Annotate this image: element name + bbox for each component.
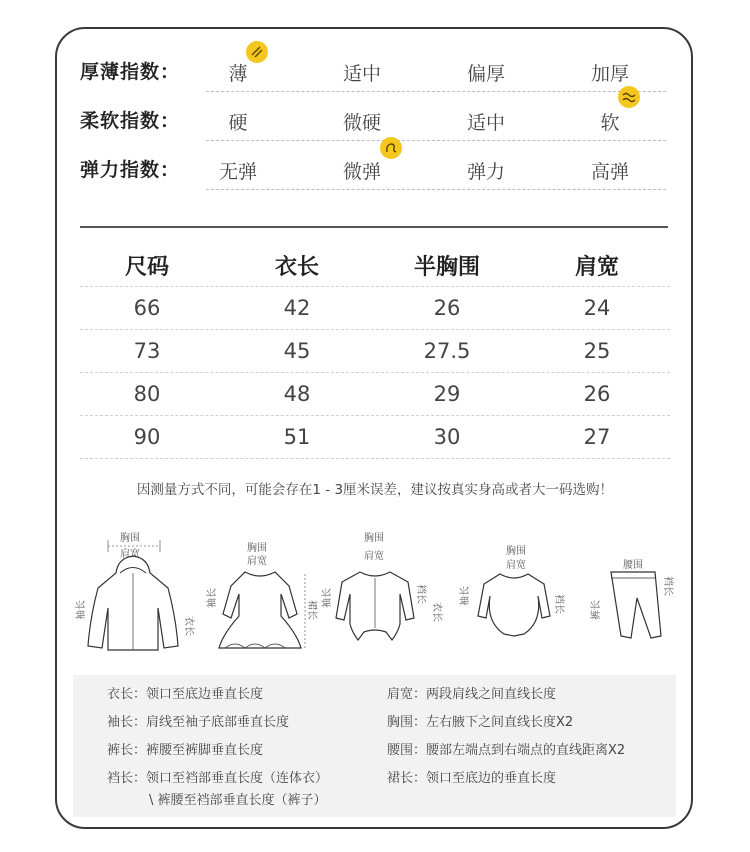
index-option: 适中: [342, 63, 381, 85]
table-cell: 29: [433, 382, 461, 406]
bodysuit-shoulder-label: 肩宽: [506, 560, 526, 571]
table-cell: 42: [283, 296, 311, 320]
table-cell: 80: [133, 382, 161, 406]
dress-chest-label: 胸围: [247, 543, 267, 554]
table-cell: 26: [583, 382, 611, 406]
table-row: [80, 417, 670, 459]
jumpsuit-sleeve-label: 袖长: [322, 588, 333, 608]
table-cell: 25: [583, 339, 611, 363]
jumpsuit-rise-label: 裆长: [415, 584, 426, 604]
dress-sleeve-label: 袖长: [207, 588, 218, 608]
index-option: 高弹: [590, 161, 629, 183]
pants-inseam-label: 裤长: [591, 600, 602, 620]
table-row: [80, 374, 670, 416]
selected-marker-icon: [380, 137, 402, 159]
table-cell: 66: [133, 296, 161, 320]
table-cell: 45: [283, 339, 311, 363]
index-option: 薄: [228, 63, 248, 85]
bodysuit-illustration: [458, 528, 578, 662]
index-option: 无弹: [218, 161, 257, 183]
table-cell: 27: [583, 425, 611, 449]
bodysuit-rise-label: 裆长: [553, 594, 564, 614]
table-cell: 24: [583, 296, 611, 320]
index-label: 柔软指数：: [80, 110, 181, 132]
def-sleeve: 袖长：肩线至袖子底部垂直长度: [107, 715, 290, 730]
index-option: 硬: [228, 112, 248, 134]
table-cell: 51: [283, 425, 311, 449]
selected-marker-icon: [246, 41, 268, 63]
def-rise: 裆长：领口至裆部垂直长度（连体衣）: [107, 771, 329, 786]
jacket-shoulder-label: 肩宽: [120, 549, 140, 560]
dress-illustration: [205, 528, 315, 662]
def-skirt: 裙长：领口至底边的垂直长度: [387, 771, 557, 786]
index-label: 弹力指数：: [80, 159, 181, 181]
index-label: 厚薄指数：: [80, 61, 181, 83]
jacket-sleeve-label: 袖长: [76, 600, 87, 620]
index-option: 弹力: [466, 161, 505, 183]
index-option: 微弹: [342, 161, 381, 183]
index-row: [80, 149, 670, 189]
table-cell: 48: [283, 382, 311, 406]
index-row: [80, 100, 670, 140]
index-dashed-line: [206, 189, 666, 190]
index-option: 加厚: [590, 63, 629, 85]
jacket-length-label: 衣长: [183, 616, 194, 636]
index-dashed-line: [206, 91, 666, 92]
index-option: 适中: [466, 112, 505, 134]
column-header: 半胸围: [413, 255, 480, 280]
dress-skirt-label: 裙长: [306, 600, 317, 620]
pants-rise-label: 裆长: [662, 576, 673, 596]
jumpsuit-length-label: 衣长: [431, 602, 442, 622]
table-row: [80, 331, 670, 373]
definitions-box: [73, 675, 676, 817]
def-shoulder: 肩宽：两段肩线之间直线长度: [387, 687, 557, 702]
def-length: 衣长：领口至底边垂直长度: [107, 687, 264, 702]
def-waist: 腰围：腰部左端点到右端点的直线距离X2: [387, 743, 626, 758]
pants-illustration: [585, 528, 675, 662]
jacket-chest-label: 胸围: [120, 533, 140, 544]
table-cell: 26: [433, 296, 461, 320]
column-header: 肩宽: [574, 255, 619, 280]
table-cell: 73: [133, 339, 161, 363]
index-row: [80, 51, 670, 91]
table-header: [80, 246, 670, 288]
table-cell: 27.5: [423, 339, 471, 363]
measurement-note: 因测量方式不同，可能会存在1 - 3厘米误差，建议按真实身高或者大一码选购！: [136, 482, 614, 498]
def-rise-pants: \ 裤腰至裆部垂直长度（裤子）: [149, 793, 327, 808]
jumpsuit-shoulder-label: 肩宽: [364, 551, 384, 562]
jacket-illustration: [76, 528, 194, 662]
bodysuit-sleeve-label: 袖长: [460, 586, 471, 606]
selected-marker-icon: [618, 86, 640, 108]
dress-shoulder-label: 肩宽: [247, 556, 267, 567]
table-row-divider: [80, 286, 670, 287]
index-option: 微硬: [342, 112, 381, 134]
bodysuit-chest-label: 胸围: [506, 546, 526, 557]
jumpsuit-illustration: [320, 528, 450, 662]
table-cell: 30: [433, 425, 461, 449]
def-chest: 胸围：左右腋下之间直线长度X2: [387, 715, 574, 730]
table-cell: 90: [133, 425, 161, 449]
pants-waist-label: 腰围: [623, 560, 643, 571]
section-divider: [80, 226, 668, 228]
index-option: 偏厚: [466, 63, 505, 85]
column-header: 衣长: [274, 255, 319, 280]
index-dashed-line: [206, 140, 666, 141]
column-header: 尺码: [124, 255, 169, 280]
index-option: 软: [600, 112, 620, 134]
jumpsuit-chest-label: 胸围: [364, 533, 384, 544]
table-row: [80, 288, 670, 330]
def-pants: 裤长：裤腰至裤脚垂直长度: [107, 743, 264, 758]
